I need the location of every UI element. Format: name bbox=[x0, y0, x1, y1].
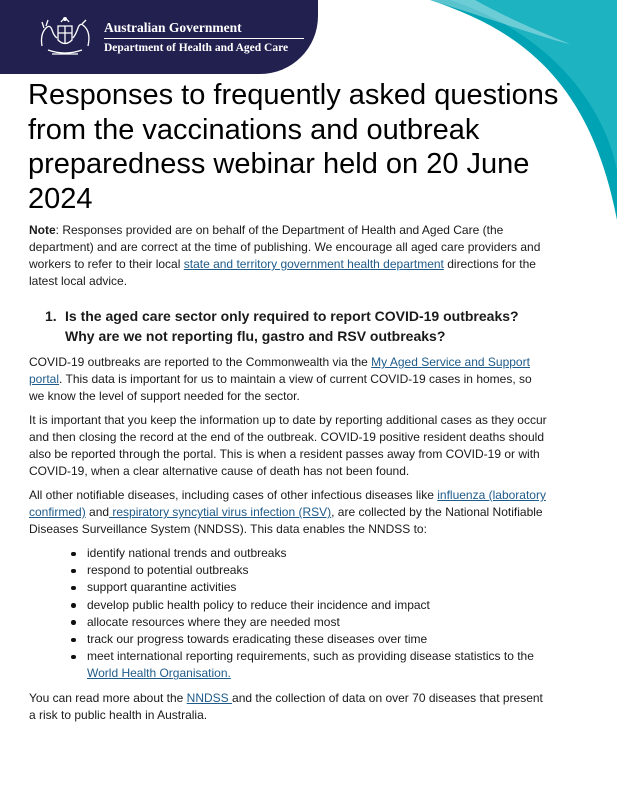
note-label: Note bbox=[29, 223, 56, 237]
my-aged-service-portal-link[interactable]: My Aged Service and Support portal bbox=[29, 355, 530, 386]
note-text-end: directions for the latest local advice. bbox=[29, 257, 536, 288]
list-item: allocate resources where they are needed most bbox=[87, 614, 549, 631]
list-item: support quarantine activities bbox=[87, 579, 549, 596]
paragraph-text-end: . This data is important for us to maintain a view of current COVID-19 cases in homes, so we know the level of support needed for the sector. bbox=[29, 372, 532, 403]
list-item: respond to potential outbreaks bbox=[87, 562, 549, 579]
who-link[interactable]: World Health Organisation. bbox=[87, 666, 231, 681]
question-number: 1. bbox=[45, 308, 57, 324]
state-health-department-link[interactable]: state and territory government health department bbox=[183, 257, 444, 271]
question-text: Is the aged care sector only required to report COVID-19 outbreaks? Why are we not reporting flu, gastro and RSV outbreaks? bbox=[65, 308, 519, 344]
page-title: Responses to frequently asked questions from the vaccinations and outbreak preparedness webinar held on 20 June 2024 bbox=[28, 79, 559, 215]
paragraph-notifiable-diseases bbox=[29, 487, 549, 538]
paragraph-text-end: and the collection of data on over 70 diseases that present a risk to public health in Australia. bbox=[29, 690, 543, 722]
list-item bbox=[87, 648, 549, 682]
nndss-purpose-list bbox=[29, 545, 549, 683]
header-band bbox=[0, 0, 318, 74]
paragraph-text-end: , are collected by the National Notifiable Diseases Surveillance System (NNDSS). This data enables the NNDSS to: bbox=[29, 505, 543, 536]
government-name: Australian Government bbox=[104, 20, 242, 35]
list-item-text: meet international reporting requirements, such as providing disease statistics to the bbox=[87, 649, 534, 664]
paragraph-keep-updated: It is important that you keep the information up to date by reporting additional cases as they occur and then closing the record at the end of the outbreak. COVID-19 positive resident deaths should also be reported through the portal. This is when a resident passes away from COVID-19 or with COVID-19, when a clear alternative cause of death has not been found. bbox=[29, 413, 547, 478]
paragraph-text: You can read more about the bbox=[29, 690, 187, 705]
rsv-link[interactable]: respiratory syncytial virus infection (RSV) bbox=[109, 505, 332, 519]
note-text: : Responses provided are on behalf of the Department of Health and Aged Care (the department) and are correct at the time of publishing. We encourage all aged care providers and workers to refer to their local bbox=[29, 223, 541, 271]
paragraph-text: COVID-19 outbreaks are reported to the Commonwealth via the bbox=[29, 355, 372, 369]
influenza-link[interactable]: influenza (laboratory confirmed) bbox=[29, 488, 546, 519]
paragraph-text: All other notifiable diseases, including cases of other infectious diseases like bbox=[29, 488, 438, 502]
document-body bbox=[29, 222, 549, 731]
paragraph-read-more bbox=[29, 690, 549, 724]
department-name: Department of Health and Aged Care bbox=[104, 42, 289, 54]
note-paragraph bbox=[29, 222, 549, 290]
list-item: develop public health policy to reduce their incidence and impact bbox=[87, 597, 549, 614]
nndss-link[interactable]: NNDSS bbox=[186, 690, 233, 705]
list-item: identify national trends and outbreaks bbox=[87, 545, 549, 562]
header-divider bbox=[104, 38, 304, 39]
paragraph-covid-reporting bbox=[29, 354, 549, 405]
paragraph-text-and: and bbox=[85, 505, 110, 519]
coat-of-arms-icon bbox=[36, 12, 94, 62]
question-heading bbox=[29, 306, 549, 346]
list-item: track our progress towards eradicating these diseases over time bbox=[87, 631, 549, 648]
